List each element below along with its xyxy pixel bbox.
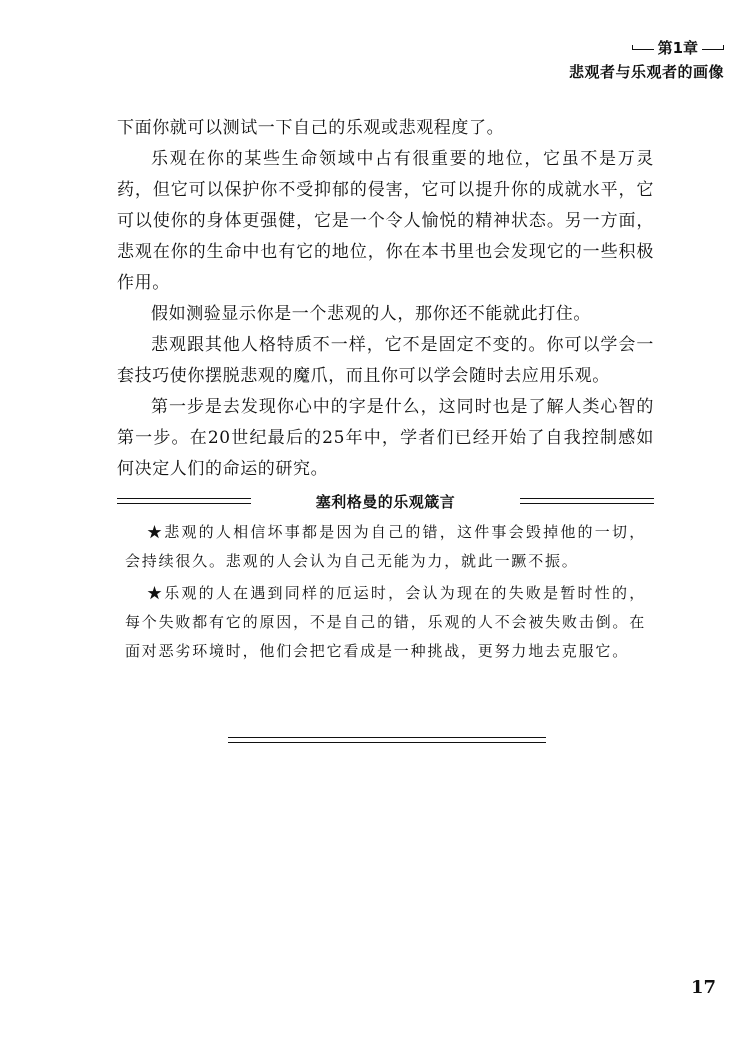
paragraph-1: 下面你就可以测试一下自己的乐观或悲观程度了。 <box>117 118 505 138</box>
star-icon: ★ <box>147 523 165 541</box>
title-left-rule <box>117 498 251 504</box>
paragraph-4: 悲观跟其他人格特质不一样，它不是固定不变的。你可以学会一套技巧使你摆脱悲观的魔爪，而且你可以学会随时去应用乐观。 <box>117 335 654 386</box>
quote-item-1 <box>125 518 646 576</box>
chapter-line <box>504 38 724 58</box>
quote-box <box>117 484 654 666</box>
paragraph-5: 第一步是去发现你心中的字是什么，这同时也是了解人类心智的第一步。在20世纪最后的25年中，学者们已经开始了自我控制感如何决定人们的命运的研究。 <box>117 397 654 479</box>
box-title-row <box>117 484 654 518</box>
quote-item-2 <box>125 579 646 666</box>
chapter-left-rule <box>632 49 654 50</box>
chapter-label: 第1章 <box>657 39 698 57</box>
box-title: 塞利格曼的乐观箴言 <box>315 492 456 511</box>
quote-item-text: 悲观的人相信坏事都是因为自己的错，这件事会毁掉他的一切，会持续很久。悲观的人会认为自己无能为力，就此一蹶不振。 <box>125 523 646 570</box>
star-icon: ★ <box>147 584 165 602</box>
chapter-subtitle: 悲观者与乐观者的画像 <box>568 63 724 81</box>
paragraph-3: 假如测验显示你是一个悲观的人，那你还不能就此打住。 <box>151 304 591 324</box>
box-bottom-rule <box>228 737 546 743</box>
chapter-right-rule <box>702 49 724 50</box>
main-text <box>117 113 654 485</box>
quote-item-text: 乐观的人在遇到同样的厄运时，会认为现在的失败是暂时性的，每个失败都有它的原因，不是自己的错，乐观的人不会被失败击倒。在面对恶劣环境时，他们会把它看成是一种挑战，更努力地去克服它。 <box>125 584 646 660</box>
title-right-rule <box>520 498 654 504</box>
paragraph-2: 乐观在你的某些生命领域中占有很重要的地位，它虽不是万灵药，但它可以保护你不受抑郁的侵害，它可以提升你的成就水平，它可以使你的身体更强健，它是一个令人愉悦的精神状态。另一方面，悲观在你的生命中也有它的地位，你在本书里也会发现它的一些积极作用。 <box>117 149 654 293</box>
page-number: 17 <box>690 977 716 998</box>
running-header <box>504 38 724 82</box>
